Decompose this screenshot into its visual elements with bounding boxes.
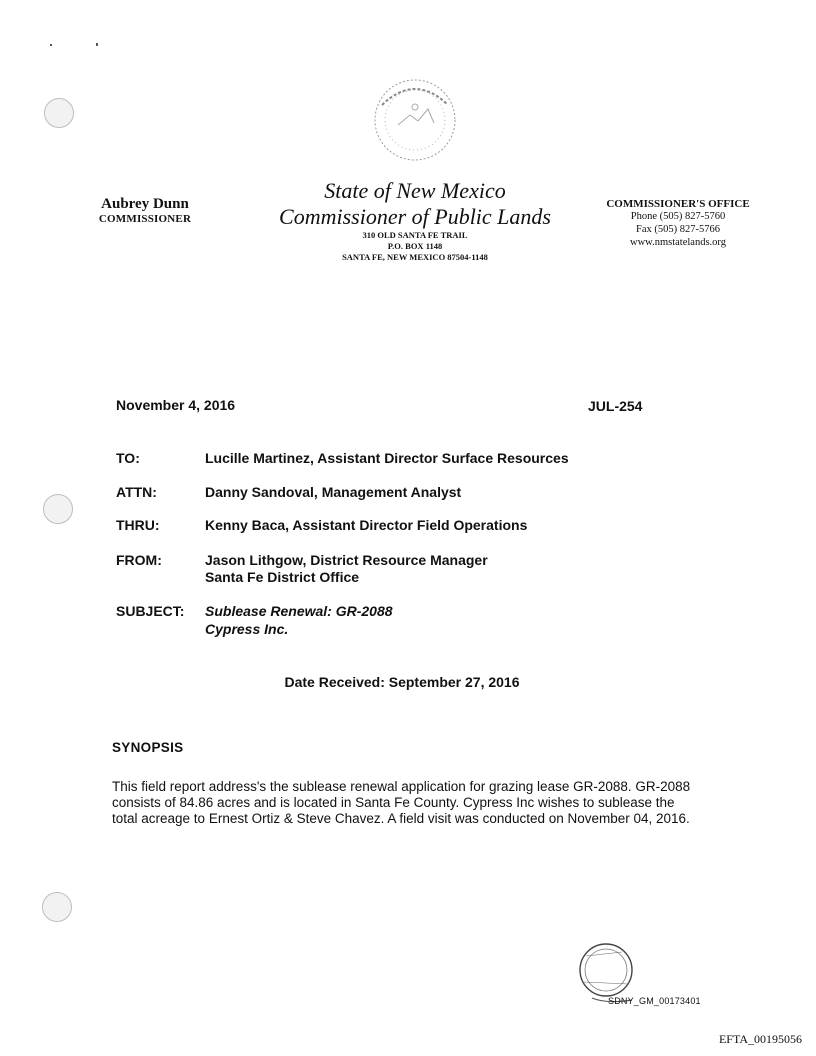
- memo-reference: JUL-254: [588, 398, 643, 414]
- synopsis-heading: SYNOPSIS: [112, 740, 184, 755]
- synopsis-body: This field report address's the sublease renewal application for grazing lease GR-2088. GR-2088 consists of 84.86 acres and is located in Santa Fe County. Cypress Inc wishes to sublease the total acreage to Ernest Ortiz & Steve Chavez. A field visit was conducted on November 04, 2016.: [112, 779, 691, 826]
- commissioner-block: [90, 196, 200, 225]
- punch-hole-middle: [43, 494, 73, 524]
- thru-value: Kenny Baca, Assistant Director Field Operations: [205, 517, 528, 533]
- subject-label: SUBJECT:: [116, 603, 185, 619]
- state-seal-icon: [370, 75, 460, 165]
- memo-date: November 4, 2016: [116, 397, 236, 413]
- date-received: [0, 674, 816, 690]
- date-received-text: Date Received: September 27, 2016: [284, 674, 520, 690]
- commissioner-title: COMMISSIONER: [98, 213, 192, 225]
- commissioner-office-block: [588, 198, 768, 249]
- efta-number: EFTA_00195056: [718, 1032, 802, 1046]
- subject-value-2: Cypress Inc.: [205, 621, 289, 637]
- scan-speck: [50, 44, 52, 46]
- from-value-1: Jason Lithgow, District Resource Manager: [205, 552, 488, 568]
- address-line-2: P.O. BOX 1148: [387, 241, 443, 251]
- punch-hole-top: [44, 98, 74, 128]
- attn-label: ATTN:: [116, 484, 157, 500]
- from-label: FROM:: [116, 552, 162, 568]
- from-value-2: Santa Fe District Office: [205, 569, 360, 585]
- punch-hole-bottom: [42, 892, 72, 922]
- address-line-3: SANTA FE, NEW MEXICO 87504-1148: [342, 252, 488, 262]
- office-website: www.nmstatelands.org: [630, 237, 726, 248]
- to-label: TO:: [116, 450, 140, 466]
- commissioner-name: Aubrey Dunn: [101, 196, 189, 212]
- scan-speck: [96, 43, 98, 46]
- office-fax: Fax (505) 827-5766: [636, 224, 720, 235]
- attn-value: Danny Sandoval, Management Analyst: [205, 484, 462, 500]
- office-phone: Phone (505) 827-5760: [630, 211, 726, 222]
- office-name: Commissioner of Public Lands: [279, 204, 551, 229]
- address-line-1: 310 OLD SANTA FE TRAIL: [362, 230, 468, 240]
- subject-value-1: Sublease Renewal: GR-2088: [205, 603, 393, 619]
- to-value: Lucille Martinez, Assistant Director Surface Resources: [205, 450, 569, 466]
- thru-label: THRU:: [116, 517, 160, 533]
- office-title: COMMISSIONER'S OFFICE: [606, 198, 750, 210]
- bates-number: SDNY_GM_00173401: [608, 996, 701, 1006]
- letterhead-center: [270, 178, 560, 263]
- state-name: State of New Mexico: [324, 178, 506, 203]
